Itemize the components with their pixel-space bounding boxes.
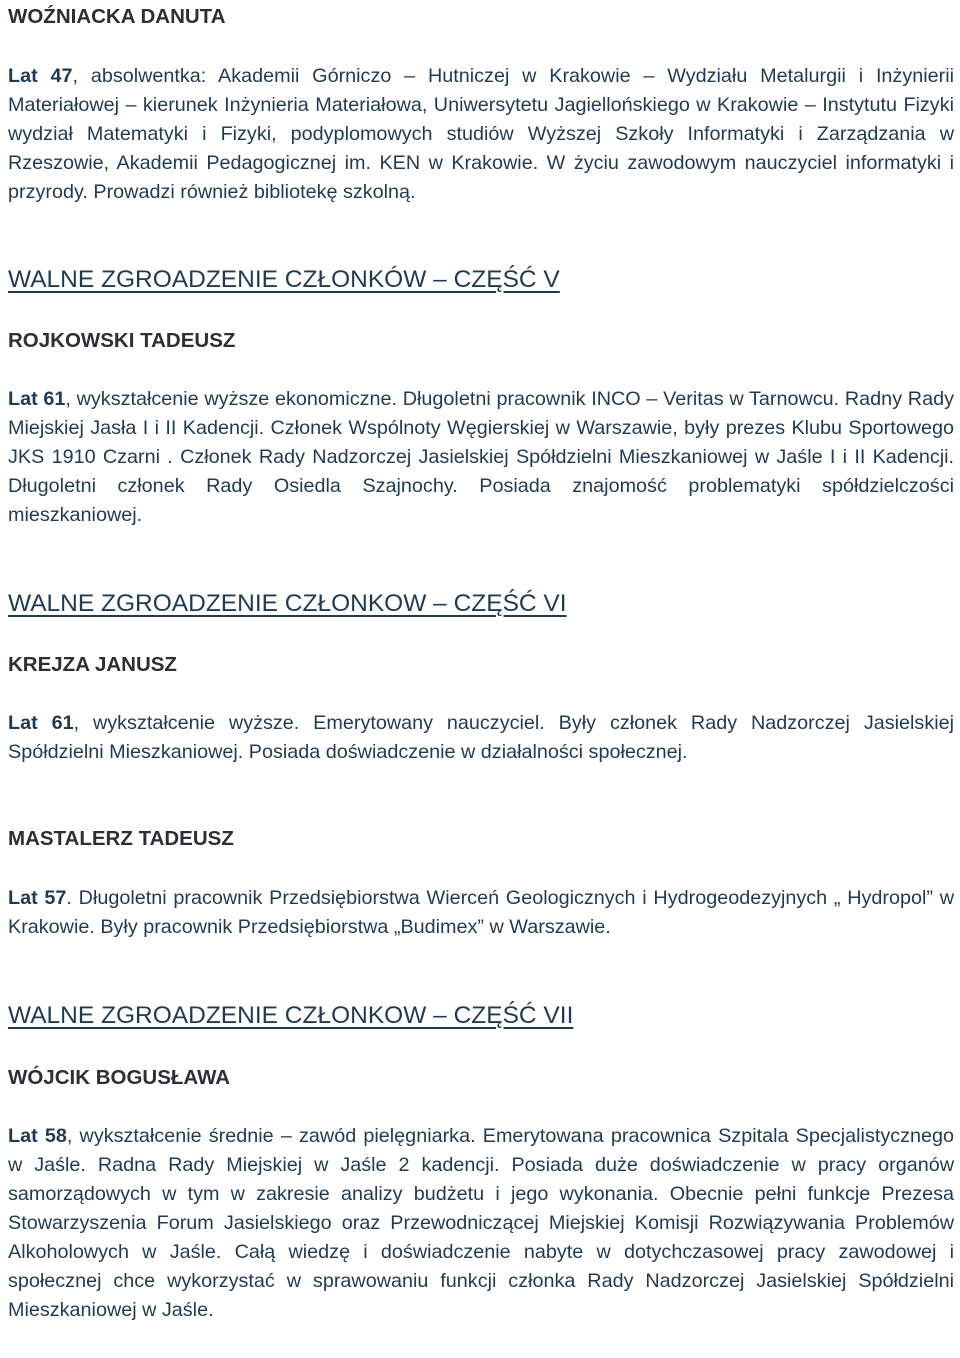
person-bio: [8, 1122, 954, 1325]
person-age: Lat 58: [8, 1125, 67, 1147]
person-age: Lat 61: [8, 388, 66, 410]
person-bio-text: , wykształcenie średnie – zawód pielęgniarka. Emerytowana pracownica Szpitala Specjalistycznego w Jaśle. Radna Rady Miejskiej w Jaśle 2 kadencji. Posiada duże doświadczenie w pracy organów samorządowych w tym w zakresie analizy budżetu i jego wykonania. Obecnie pełni funkcje Prezesa Stowarzyszenia Forum Jasielskiego oraz Przewodniczącej Miejskiej Komisji Rozwiązywania Problemów Alkoholowych w Jaśle. Całą wiedzę i doświadczenie nabyte w dotychczasowej pracy zawodowej i społecznej chce wykorzystać w sprawowaniu funkcji członka Rady Nadzorczej Jasielskiej Spółdzielni Mieszkaniowej w Jaśle.: [8, 1125, 955, 1321]
person-name: KREJZA JANUSZ: [8, 653, 177, 676]
person-name: ROJKOWSKI TADEUSZ: [8, 329, 236, 352]
person-bio: [8, 884, 954, 942]
person-bio: [8, 385, 954, 530]
person-age: Lat 61: [8, 712, 74, 734]
section-heading: WALNE ZGROADZENIE CZŁONKOW – CZĘŚĆ VII: [8, 1002, 574, 1029]
person-bio: [8, 62, 954, 207]
person-name: WÓJCIK BOGUSŁAWA: [8, 1066, 231, 1089]
person-age: Lat 57: [8, 887, 67, 909]
person-name: MASTALERZ TADEUSZ: [8, 827, 234, 850]
person-bio: [8, 709, 954, 767]
section-heading: WALNE ZGROADZENIE CZŁONKOW – CZĘŚĆ VI: [8, 590, 567, 617]
person-bio-text: , wykształcenie wyższe ekonomiczne. Długoletni pracownik INCO – Veritas w Tarnowcu. Radny Rady Miejskiej Jasła I i II Kadencji. Członek Wspólnoty Węgierskiej w Warszawie, były prezes Klubu Sportowego JKS 1910 Czarni . Członek Rady Nadzorczej Jasielskiej Spółdzielni Mieszkaniowej w Jaśle I i II Kadencji. Długoletni członek Rady Osiedla Szajnochy. Posiada znajomość problematyki spółdzielczości mieszkaniowej.: [8, 388, 954, 526]
section-heading: WALNE ZGROADZENIE CZŁONKÓW – CZĘŚĆ V: [8, 266, 560, 293]
person-name: WOŹNIACKA DANUTA: [8, 5, 226, 28]
person-bio-text: , absolwentka: Akademii Górniczo – Hutniczej w Krakowie – Wydziału Metalurgii i Inżynierii Materiałowej – kierunek Inżynieria Materiałowa, Uniwersytetu Jagiellońskiego w Krakowie – Instytutu Fizyki wydział Matematyki i Fizyki, podyplomowych studiów Wyższej Szkoły Informatyki i Zarządzania w Rzeszowie, Akademii Pedagogicznej im. KEN w Krakowie. W życiu zawodowym nauczyciel informatyki i przyrody. Prowadzi również bibliotekę szkolną.: [8, 65, 954, 203]
person-bio-text: , wykształcenie wyższe. Emerytowany nauczyciel. Były członek Rady Nadzorczej Jasielskiej Spółdzielni Mieszkaniowej. Posiada doświadczenie w działalności społecznej.: [8, 712, 955, 763]
person-age: Lat 47: [8, 65, 73, 87]
person-bio-text: . Długoletni pracownik Przedsiębiorstwa Wierceń Geologicznych i Hydrogeodezyjnych „ Hydropol” w Krakowie. Były pracownik Przedsiębiorstwa „Budimex” w Warszawie.: [8, 887, 954, 938]
